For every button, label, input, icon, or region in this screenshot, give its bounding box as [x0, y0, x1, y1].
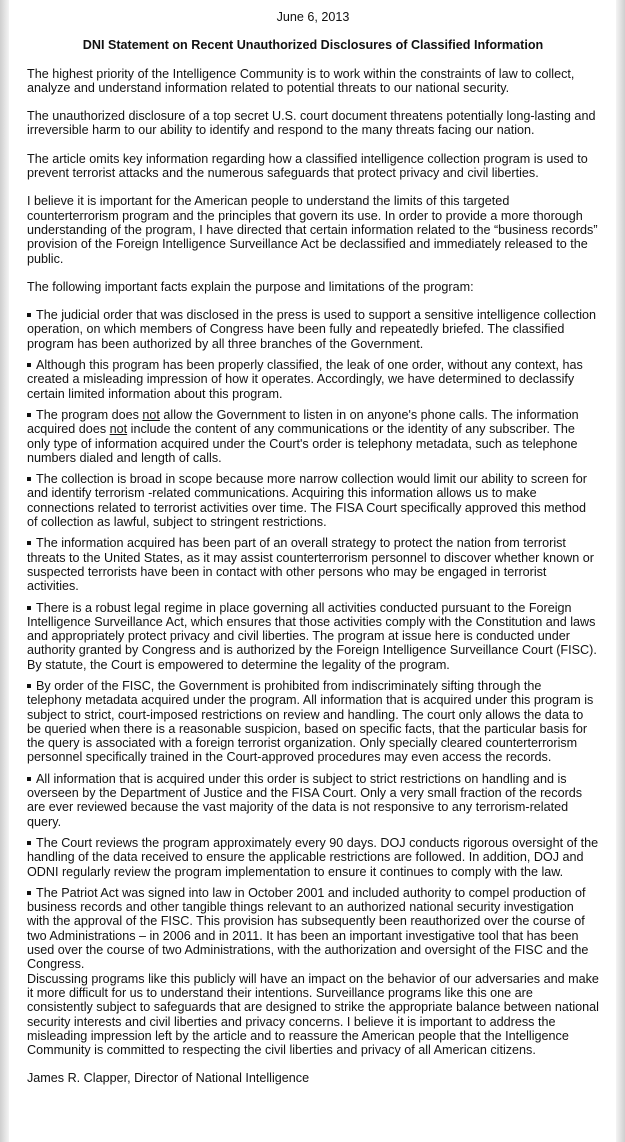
fact-item-10: The Patriot Act was signed into law in October 2001 and included authority to compel production of business records and other tangible things relevant to an authorized national security investigation with the approval of the FISC. This provision has subsequently been reauthorized over the course of two Administrations – in 2006 and in 2011. It has been an important investigative tool that has been used over the course of two Administrations, with the authorization and oversight of the FISC and the Congress.: [27, 886, 599, 972]
fact-item-3-text: The program does not allow the Government to listen in on anyone's phone calls. The information acquired does not include the content of any communications or the identity of any subscriber. The only type of information acquired under the Court's order is telephony metadata, such as telephone numbers dialed and length of calls.: [27, 407, 579, 465]
document-date: June 6, 2013: [276, 10, 350, 24]
closing-paragraph: Discussing programs like this publicly will have an impact on the behavior of our adversaries and make it more difficult for us to understand their intentions. Surveillance programs like this one are consistently subject to safeguards that are designed to strike the appropriate balance between national security interests and civil liberties and privacy concerns. I believe it is important to address the misleading impression left by the article and to reassure the American people that the Intelligence Community is committed to respecting the civil liberties and privacy of all American citizens.: [27, 971, 599, 1058]
fact-item-6: There is a robust legal regime in place governing all activities conducted pursuant to the Foreign Intelligence Surveillance Act, which ensures that those activities comply with the Constitution and laws and appropriately protect privacy and civil liberties. The program at issue here is conducted under authority granted by Congress and is authorized by the Foreign Intelligence Surveillance Court (FISC). By statute, the Court is empowered to determine the legality of the program.: [27, 601, 599, 672]
signature: James R. Clapper, Director of National Intelligence: [27, 1071, 310, 1086]
paragraph-1: The highest priority of the Intelligence Community is to work within the constraints of law to collect, analyze and understand information related to potential threats to our national security.: [27, 66, 575, 95]
fact-item-1: The judicial order that was disclosed in the press is used to support a sensitive intelligence collection operation, on which members of Congress have been fully and repeatedly briefed. The classified program has been authorized by all three branches of the Government.: [27, 308, 599, 351]
fact-item-2: Although this program has been properly classified, the leak of one order, without any context, has created a misleading impression of how it operates. Accordingly, we have determined to declassify certain limited information about this program.: [27, 358, 599, 401]
fact-item-4: The collection is broad in scope because more narrow collection would limit our ability to screen for and identify terrorism -related communications. Acquiring this information allows us to make connections related to terrorist activities over time. The FISA Court specifically approved this method of collection as lawful, subject to stringent restrictions.: [27, 472, 599, 529]
paragraph-2: The unauthorized disclosure of a top secret U.S. court document threatens potentially long-lasting and irreversible harm to our ability to identify and respond to the many threats facing our nation.: [27, 109, 596, 138]
document-body: [27, 10, 599, 1086]
fact-item-5: The information acquired has been part of an overall strategy to protect the nation from terrorist threats to the United States, as it may assist counterterrorism personnel to discover whether known or suspected terrorists have been in contact with other persons who may be engaged in terrorist activities.: [27, 536, 599, 593]
facts-list: [27, 308, 599, 971]
fact-item-7: By order of the FISC, the Government is prohibited from indiscriminately sifting through the telephony metadata acquired under the program. All information that is acquired under this program is subject to strict, court-imposed restrictions on review and handling. The court only allows the data to be queried when there is a reasonable suspicion, based on specific facts, that the particular basis for the query is associated with a foreign terrorist organization. Only specially cleared counterterrorism personnel specifically trained in the Court-approved procedures may even access the records.: [27, 679, 599, 765]
paragraph-4: I believe it is important for the American people to understand the limits of this targeted counterterrorism program and the principles that govern its use. In order to provide a more thorough understanding of the program, I have directed that certain information related to the “business records” provision of the Foreign Intelligence Surveillance Act be declassified and immediately released to the public.: [27, 194, 598, 266]
page-shadow-right: [616, 0, 625, 1142]
paragraph-3: The article omits key information regarding how a classified intelligence collection program is used to prevent terrorist attacks and the numerous safeguards that protect privacy and civil liberties.: [27, 151, 588, 181]
paragraph-5: The following important facts explain the purpose and limitations of the program:: [27, 279, 474, 294]
fact-item-9: The Court reviews the program approximately every 90 days. DOJ conducts rigorous oversight of the handling of the data received to ensure the applicable restrictions are followed. In addition, DOJ and ODNI regularly review the program implementation to ensure it continues to comply with the law.: [27, 835, 599, 879]
fact-item-3: [27, 408, 599, 465]
document-title: DNI Statement on Recent Unauthorized Disclosures of Classified Information: [82, 38, 544, 53]
page-shadow-left: [0, 0, 9, 1142]
fact-item-8: All information that is acquired under this order is subject to strict restrictions on handling and is overseen by the Department of Justice and the FISA Court. Only a very small fraction of the records are ever reviewed because the vast majority of the data is not responsive to any terrorism-related query.: [27, 772, 599, 829]
